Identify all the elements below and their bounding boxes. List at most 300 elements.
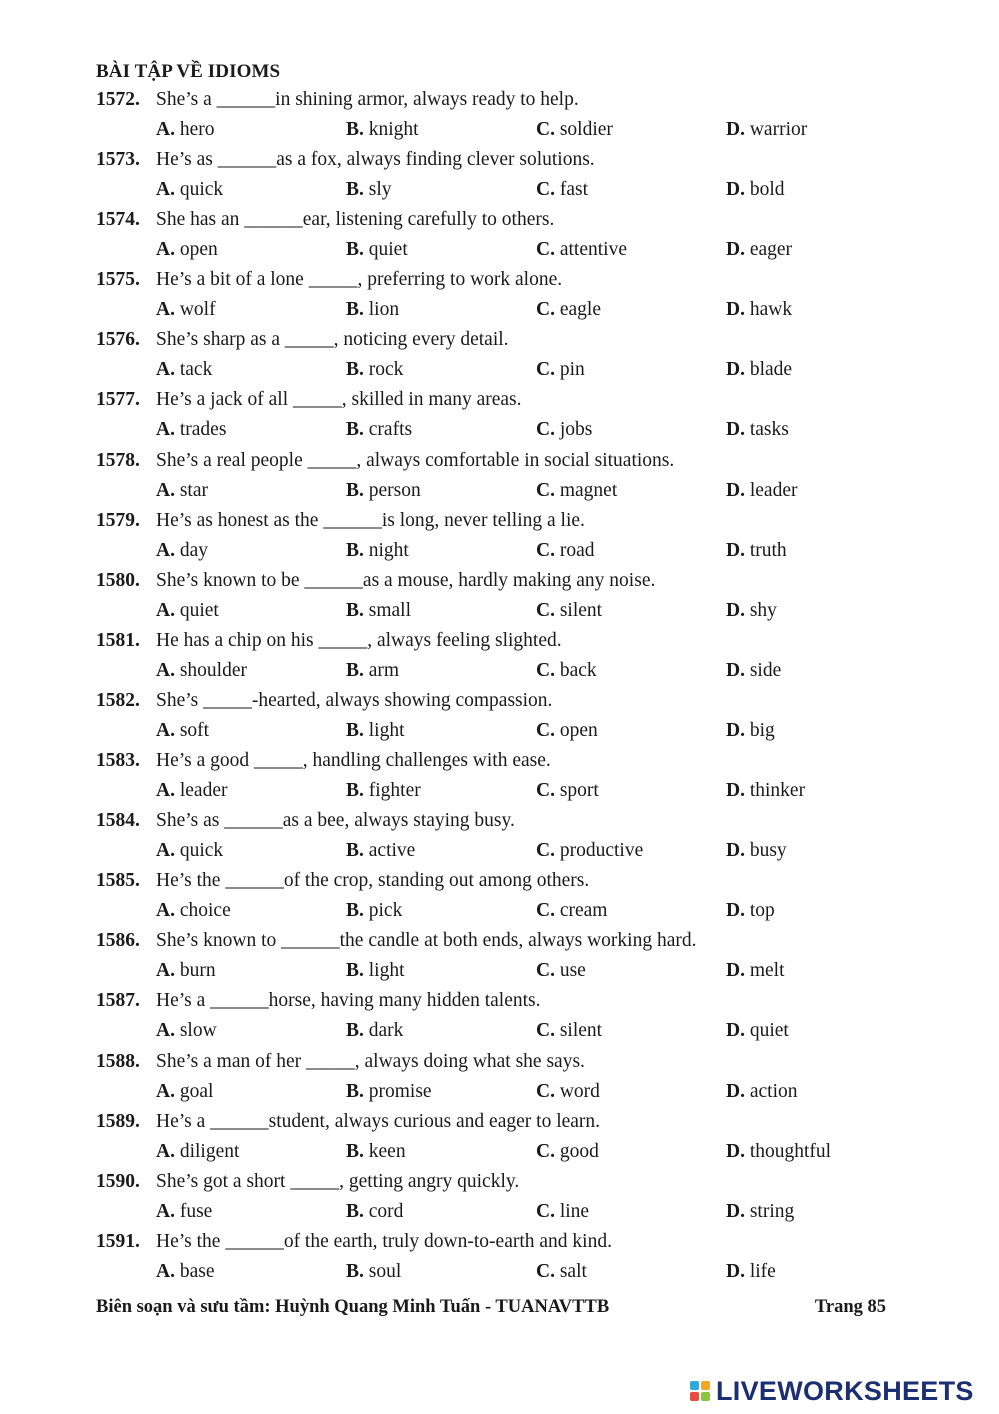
question-item [0, 325, 999, 385]
option-letter: A. [156, 960, 175, 982]
question-item [0, 1047, 999, 1107]
option-letter: B. [346, 1020, 364, 1042]
answer-option[interactable] [536, 896, 607, 926]
option-letter: A. [156, 419, 175, 441]
option-text: leader [179, 780, 228, 802]
option-letter: C. [536, 1080, 555, 1102]
question-text: He’s as ______as a fox, always finding clever solutions. [156, 149, 595, 171]
question-text: He’s a ______horse, having many hidden talents. [156, 990, 541, 1012]
option-letter: A. [156, 1260, 175, 1282]
question-text: She’s got a short _____, getting angry quickly. [156, 1170, 520, 1192]
option-text: soul [368, 1260, 402, 1282]
option-text: star [179, 479, 208, 501]
option-text: sly [368, 179, 392, 201]
option-letter: D. [726, 1200, 745, 1222]
option-letter: C. [536, 239, 555, 261]
option-letter: A. [156, 599, 175, 621]
option-text: life [749, 1260, 776, 1282]
answer-option[interactable] [536, 115, 613, 145]
option-letter: C. [536, 359, 555, 381]
question-item [0, 145, 999, 205]
option-letter: D. [726, 900, 745, 922]
option-text: open [179, 239, 218, 261]
answer-option[interactable] [726, 656, 781, 686]
option-text: rock [368, 359, 404, 381]
option-text: quiet [368, 239, 408, 261]
answer-option[interactable] [156, 355, 212, 385]
answer-option[interactable] [536, 1016, 602, 1046]
option-text: wolf [179, 299, 216, 321]
question-text: She’s known to be ______as a mouse, hardly making any noise. [156, 569, 656, 591]
question-item [0, 1227, 999, 1287]
answer-option[interactable] [156, 476, 208, 506]
option-letter: B. [346, 299, 364, 321]
option-text: lion [368, 299, 400, 321]
option-text: base [179, 1260, 215, 1282]
option-letter: C. [536, 840, 555, 862]
option-text: productive [559, 840, 644, 862]
option-letter: D. [726, 1020, 745, 1042]
answer-option[interactable] [156, 896, 231, 926]
option-text: word [559, 1080, 600, 1102]
answer-option[interactable] [346, 716, 405, 746]
option-text: trades [179, 419, 227, 441]
answer-option[interactable] [726, 235, 792, 265]
answer-option[interactable] [156, 1077, 213, 1107]
option-text: leader [749, 479, 798, 501]
option-letter: C. [536, 479, 555, 501]
question-list [0, 85, 999, 1287]
question-text: She’s as ______as a bee, always staying busy. [156, 810, 515, 832]
option-letter: B. [346, 719, 364, 741]
option-letter: B. [346, 239, 364, 261]
option-letter: A. [156, 239, 175, 261]
option-text: back [559, 659, 597, 681]
option-letter: B. [346, 780, 364, 802]
question-number: 1572. [96, 89, 140, 110]
option-letter: C. [536, 1200, 555, 1222]
option-letter: D. [726, 1080, 745, 1102]
question-item [0, 1107, 999, 1167]
answer-option[interactable] [346, 295, 399, 325]
option-text: line [559, 1200, 590, 1222]
option-text: hero [179, 119, 215, 140]
answer-option[interactable] [536, 596, 602, 626]
option-letter: A. [156, 179, 175, 201]
option-text: magnet [559, 479, 618, 501]
answer-option[interactable] [726, 596, 777, 626]
option-text: soldier [559, 119, 613, 140]
question-text: She’s known to ______the candle at both ends, always working hard. [156, 930, 697, 952]
option-text: fuse [179, 1200, 213, 1222]
option-text: crafts [368, 419, 413, 441]
option-text: diligent [179, 1140, 240, 1162]
liveworksheets-wordmark: LIVEWORKSHEETS [716, 1375, 974, 1406]
answer-option[interactable] [726, 355, 792, 385]
answer-option[interactable] [156, 415, 226, 445]
option-letter: C. [536, 119, 555, 140]
option-text: night [368, 539, 409, 561]
answer-option[interactable] [726, 1137, 831, 1167]
question-item [0, 1167, 999, 1227]
answer-option[interactable] [536, 536, 595, 566]
answer-option[interactable] [156, 175, 223, 205]
option-text: salt [559, 1260, 587, 1282]
option-text: shoulder [179, 659, 247, 681]
answer-option[interactable] [536, 956, 586, 986]
option-letter: A. [156, 299, 175, 321]
option-letter: D. [726, 840, 745, 862]
option-text: jobs [559, 419, 593, 441]
option-text: active [368, 840, 416, 862]
answer-option[interactable] [156, 1257, 215, 1287]
option-letter: A. [156, 1080, 175, 1102]
question-text: She’s _____-hearted, always showing compassion. [156, 689, 553, 711]
question-text: He’s a jack of all _____, skilled in many areas. [156, 389, 522, 411]
option-text: cord [368, 1200, 404, 1222]
option-text: promise [368, 1080, 432, 1102]
option-letter: B. [346, 1260, 364, 1282]
option-letter: C. [536, 1020, 555, 1042]
answer-option[interactable] [156, 115, 215, 145]
question-item [0, 506, 999, 566]
question-item [0, 446, 999, 506]
answer-option[interactable] [536, 415, 592, 445]
option-text: side [749, 659, 782, 681]
answer-option[interactable] [726, 836, 787, 866]
option-letter: D. [726, 419, 745, 441]
answer-option[interactable] [346, 836, 415, 866]
answer-option[interactable] [346, 1257, 401, 1287]
answer-option[interactable] [536, 1137, 599, 1167]
answer-option[interactable] [726, 1197, 794, 1227]
option-text: bold [749, 179, 785, 201]
option-letter: B. [346, 599, 364, 621]
question-item [0, 566, 999, 626]
option-letter: D. [726, 539, 745, 561]
option-text: hawk [749, 299, 793, 321]
option-text: quick [179, 179, 224, 201]
option-letter: C. [536, 299, 555, 321]
option-letter: A. [156, 719, 175, 741]
question-item [0, 85, 999, 145]
option-letter: B. [346, 840, 364, 862]
option-text: pick [368, 900, 403, 922]
option-text: blade [749, 359, 793, 381]
answer-option[interactable] [346, 235, 408, 265]
option-text: use [559, 960, 586, 982]
answer-option[interactable] [726, 536, 787, 566]
page-title: BÀI TẬP VỀ IDIOMS [96, 61, 281, 82]
question-number: 1588. [96, 1050, 140, 1072]
answer-option[interactable] [536, 235, 627, 265]
answer-option[interactable] [536, 776, 599, 806]
answer-option[interactable] [726, 476, 797, 506]
option-text: big [749, 719, 775, 741]
option-letter: C. [536, 1140, 555, 1162]
option-letter: B. [346, 1200, 364, 1222]
option-letter: B. [346, 900, 364, 922]
page-number: Trang 85 [814, 1297, 886, 1317]
answer-option[interactable] [156, 1137, 239, 1167]
option-text: keen [368, 1140, 406, 1162]
answer-option[interactable] [346, 1137, 406, 1167]
question-number: 1587. [96, 990, 140, 1012]
option-text: silent [559, 1020, 603, 1042]
answer-option[interactable] [346, 896, 402, 926]
option-letter: A. [156, 840, 175, 862]
option-text: quiet [749, 1020, 789, 1042]
answer-option[interactable] [726, 896, 775, 926]
option-text: eagle [559, 299, 601, 321]
question-text: She’s a man of her _____, always doing what she says. [156, 1050, 585, 1072]
answer-option[interactable] [726, 415, 789, 445]
question-number: 1577. [96, 389, 140, 411]
answer-option[interactable] [346, 776, 421, 806]
answer-option[interactable] [156, 596, 219, 626]
option-text: soft [179, 719, 210, 741]
question-text: She’s a real people _____, always comfortable in social situations. [156, 449, 675, 471]
option-letter: C. [536, 419, 555, 441]
answer-option[interactable] [156, 295, 216, 325]
option-text: fighter [368, 780, 421, 802]
option-text: sport [559, 780, 599, 802]
answer-option[interactable] [536, 716, 598, 746]
answer-option[interactable] [346, 956, 405, 986]
question-text: She’s a ______in shining armor, always ready to help. [156, 89, 579, 110]
question-number: 1581. [96, 629, 140, 651]
question-text: He’s as honest as the ______is long, never telling a lie. [156, 509, 585, 531]
option-text: action [749, 1080, 798, 1102]
answer-option[interactable] [346, 1197, 403, 1227]
question-number: 1582. [96, 689, 140, 711]
answer-option[interactable] [346, 415, 412, 445]
liveworksheets-icon [690, 1381, 710, 1401]
option-letter: A. [156, 359, 175, 381]
option-letter: A. [156, 780, 175, 802]
question-number: 1576. [96, 329, 140, 351]
option-letter: D. [726, 780, 745, 802]
question-item [0, 205, 999, 265]
answer-option[interactable] [536, 175, 588, 205]
answer-option[interactable] [346, 536, 409, 566]
question-number: 1585. [96, 870, 140, 892]
question-item [0, 806, 999, 866]
option-letter: D. [726, 299, 745, 321]
option-text: small [368, 599, 412, 621]
option-text: busy [749, 840, 787, 862]
answer-option[interactable] [726, 716, 775, 746]
option-letter: D. [726, 1260, 745, 1282]
question-item [0, 265, 999, 325]
option-letter: C. [536, 179, 555, 201]
option-letter: D. [726, 719, 745, 741]
answer-option[interactable] [346, 355, 403, 385]
question-number: 1591. [96, 1230, 140, 1252]
answer-option[interactable] [726, 115, 807, 145]
option-text: shy [749, 599, 777, 621]
option-text: quiet [179, 599, 219, 621]
question-item [0, 686, 999, 746]
question-number: 1580. [96, 569, 140, 591]
question-text: He’s a bit of a lone _____, preferring to work alone. [156, 269, 563, 291]
answer-option[interactable] [726, 1077, 798, 1107]
option-letter: D. [726, 359, 745, 381]
question-item [0, 866, 999, 926]
option-text: thinker [749, 780, 806, 802]
answer-option[interactable] [156, 656, 247, 686]
option-text: tasks [749, 419, 789, 441]
answer-option[interactable] [536, 1197, 589, 1227]
option-text: warrior [749, 119, 808, 140]
option-letter: A. [156, 539, 175, 561]
question-number: 1574. [96, 209, 140, 231]
footer-credit: Biên soạn và sưu tầm: Huỳnh Quang Minh Tuấn - TUANAVTTB [96, 1297, 610, 1317]
answer-option[interactable] [346, 656, 399, 686]
option-letter: C. [536, 539, 555, 561]
option-letter: A. [156, 1200, 175, 1222]
answer-option[interactable] [536, 656, 597, 686]
option-text: attentive [559, 239, 627, 261]
option-text: top [749, 900, 775, 922]
question-number: 1575. [96, 269, 140, 291]
option-letter: B. [346, 539, 364, 561]
option-letter: A. [156, 1020, 175, 1042]
option-letter: D. [726, 179, 745, 201]
option-text: eager [749, 239, 793, 261]
footer [96, 1297, 886, 1323]
answer-option[interactable] [346, 1077, 432, 1107]
answer-option[interactable] [156, 1016, 217, 1046]
option-letter: B. [346, 1080, 364, 1102]
question-number: 1579. [96, 509, 140, 531]
answer-option[interactable] [156, 536, 208, 566]
option-text: thoughtful [749, 1140, 832, 1162]
option-letter: C. [536, 780, 555, 802]
option-letter: A. [156, 119, 175, 140]
option-text: melt [749, 960, 785, 982]
question-number: 1589. [96, 1110, 140, 1132]
answer-option[interactable] [156, 235, 218, 265]
answer-option[interactable] [536, 295, 601, 325]
answer-option[interactable] [726, 175, 785, 205]
answer-option[interactable] [536, 836, 643, 866]
option-letter: D. [726, 599, 745, 621]
answer-option[interactable] [536, 355, 585, 385]
option-letter: B. [346, 179, 364, 201]
question-text: He has a chip on his _____, always feeling slighted. [156, 629, 562, 651]
option-letter: C. [536, 900, 555, 922]
option-letter: C. [536, 599, 555, 621]
answer-option[interactable] [156, 956, 216, 986]
option-letter: B. [346, 659, 364, 681]
option-letter: B. [346, 479, 364, 501]
answer-option[interactable] [346, 476, 421, 506]
answer-option[interactable] [156, 776, 227, 806]
option-text: day [179, 539, 208, 561]
option-text: open [559, 719, 598, 741]
option-letter: D. [726, 119, 745, 140]
question-number: 1578. [96, 449, 140, 471]
question-item [0, 385, 999, 445]
question-text: She’s sharp as a _____, noticing every detail. [156, 329, 509, 351]
answer-option[interactable] [726, 776, 805, 806]
option-text: pin [559, 359, 585, 381]
option-letter: B. [346, 960, 364, 982]
option-text: quick [179, 840, 224, 862]
option-letter: D. [726, 960, 745, 982]
question-item [0, 926, 999, 986]
question-number: 1590. [96, 1170, 140, 1192]
answer-option[interactable] [726, 956, 785, 986]
option-letter: B. [346, 359, 364, 381]
question-text: He’s the ______of the earth, truly down-to-earth and kind. [156, 1230, 612, 1252]
answer-option[interactable] [346, 596, 411, 626]
option-text: truth [749, 539, 787, 561]
option-text: arm [368, 659, 400, 681]
option-letter: D. [726, 659, 745, 681]
option-text: goal [179, 1080, 214, 1102]
option-text: fast [559, 179, 588, 201]
question-item [0, 986, 999, 1046]
option-letter: D. [726, 1140, 745, 1162]
liveworksheets-logo[interactable] [690, 1374, 974, 1408]
option-text: good [559, 1140, 599, 1162]
answer-option[interactable] [156, 1197, 212, 1227]
option-letter: C. [536, 659, 555, 681]
answer-option[interactable] [536, 1257, 587, 1287]
option-letter: B. [346, 119, 364, 140]
question-item [0, 626, 999, 686]
option-letter: C. [536, 719, 555, 741]
answer-option[interactable] [156, 716, 209, 746]
option-text: choice [179, 900, 231, 922]
option-text: burn [179, 960, 216, 982]
answer-option[interactable] [346, 115, 419, 145]
answer-option[interactable] [536, 476, 617, 506]
question-number: 1586. [96, 930, 140, 952]
question-item [0, 746, 999, 806]
answer-option[interactable] [726, 1016, 789, 1046]
question-number: 1573. [96, 149, 140, 171]
option-text: dark [368, 1020, 404, 1042]
answer-option[interactable] [726, 1257, 776, 1287]
answer-option[interactable] [536, 1077, 600, 1107]
option-letter: B. [346, 1140, 364, 1162]
option-text: light [368, 960, 405, 982]
question-text: He’s a ______student, always curious and eager to learn. [156, 1110, 601, 1132]
answer-option[interactable] [156, 836, 223, 866]
option-letter: A. [156, 1140, 175, 1162]
answer-option[interactable] [726, 295, 792, 325]
option-text: tack [179, 359, 213, 381]
option-letter: B. [346, 419, 364, 441]
option-letter: C. [536, 1260, 555, 1282]
question-number: 1584. [96, 810, 140, 832]
answer-option[interactable] [346, 175, 392, 205]
option-letter: D. [726, 479, 745, 501]
option-text: person [368, 479, 421, 501]
option-letter: D. [726, 239, 745, 261]
option-text: silent [559, 599, 603, 621]
option-text: string [749, 1200, 795, 1222]
question-text: He’s the ______of the crop, standing out among others. [156, 870, 590, 892]
option-text: light [368, 719, 405, 741]
answer-option[interactable] [346, 1016, 403, 1046]
question-text: She has an ______ear, listening carefully to others. [156, 209, 555, 231]
option-text: knight [368, 119, 419, 140]
option-text: road [559, 539, 595, 561]
